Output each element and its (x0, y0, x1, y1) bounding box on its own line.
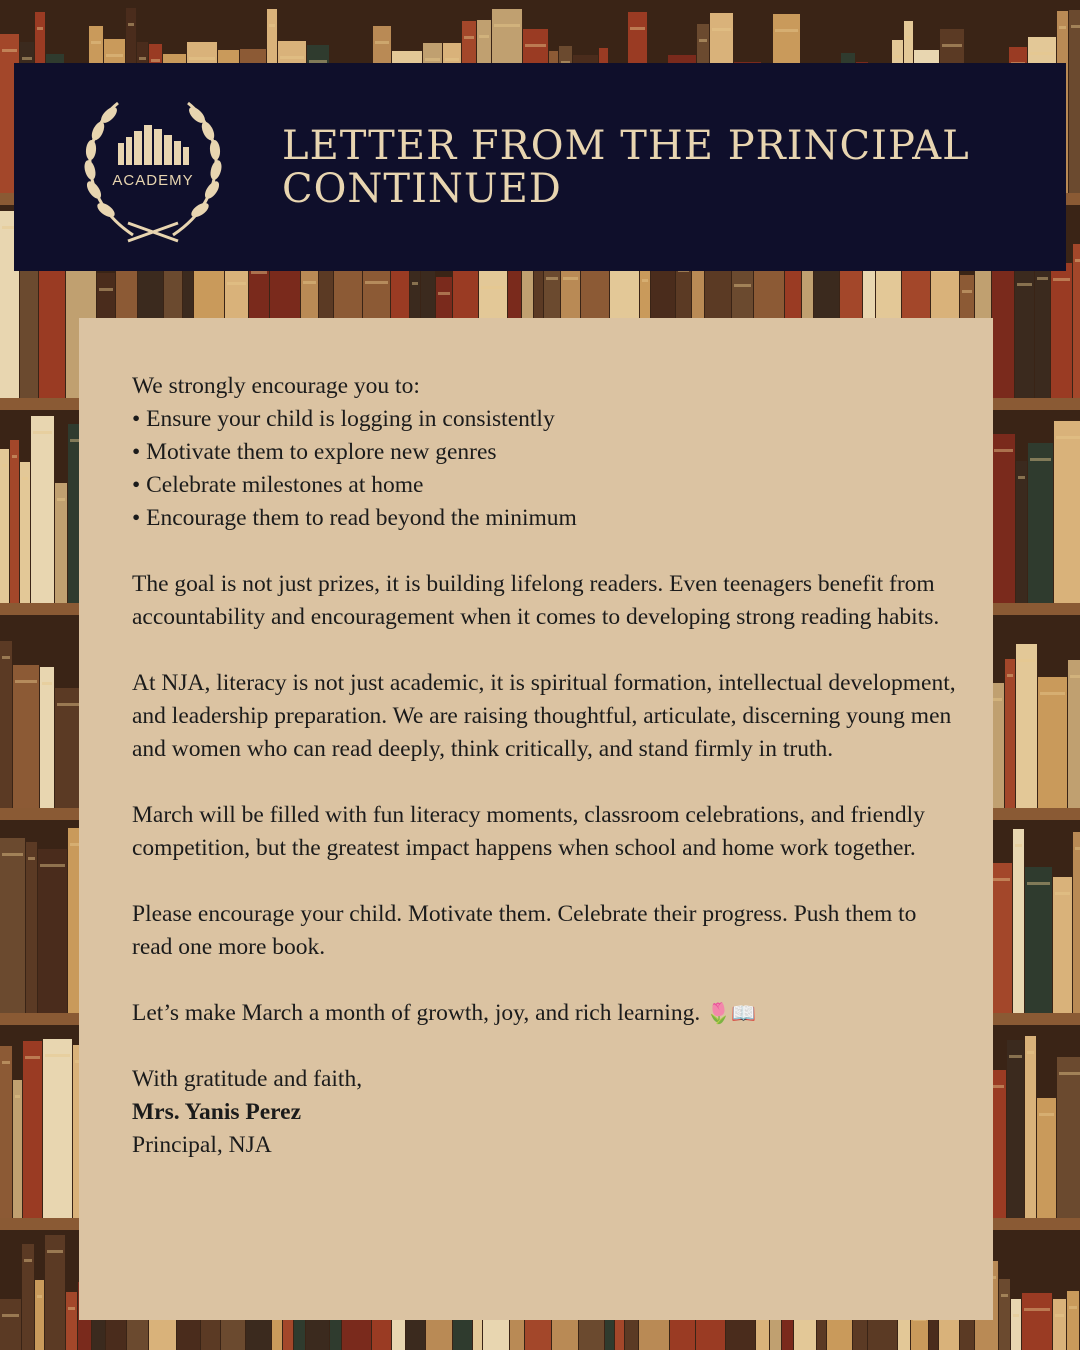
letter-intro: We strongly encourage you to: (132, 373, 420, 399)
tulip-book-icon: 🌷📖 (706, 1001, 756, 1025)
page-header (14, 63, 1066, 271)
paragraph: The goal is not just prizes, it is building lifelong readers. Even teenagers benefit from accountability and encouragement when it comes to developing strong reading habits. (132, 571, 940, 630)
letter-body (132, 370, 962, 1162)
closing-line (132, 997, 962, 1030)
paragraph: Please encourage your child. Motivate them. Celebrate their progress. Push them to read one more book. (132, 901, 917, 960)
paragraph: At NJA, literacy is not just academic, it is spiritual formation, intellectual development, and leadership preparation. We are raising thoughtful, articulate, discerning young men and women who can read deeply, think critically, and stand firmly in truth. (132, 670, 956, 762)
list-item: • Ensure your child is logging in consistently (132, 406, 555, 432)
list-item: • Encourage them to read beyond the minimum (132, 505, 577, 531)
list-item: • Motivate them to explore new genres (132, 439, 497, 465)
list-item: • Celebrate milestones at home (132, 472, 424, 498)
signer-title: Principal, NJA (132, 1132, 272, 1158)
title-line-1: LETTER FROM THE PRINCIPAL (282, 123, 970, 169)
closing-text: Let’s make March a month of growth, joy, and rich learning. (132, 1000, 701, 1026)
signoff: With gratitude and faith, (132, 1066, 363, 1092)
signer-name: Mrs. Yanis Perez (132, 1099, 302, 1125)
letter-paper (79, 318, 993, 1320)
page-title (282, 125, 970, 211)
logo-text: ACADEMY (112, 172, 194, 189)
academy-logo-icon (78, 95, 228, 243)
paragraph: March will be filled with fun literacy moments, classroom celebrations, and friendly competition, but the greatest impact happens when school and home work together. (132, 802, 925, 861)
title-line-2: CONTINUED (282, 166, 562, 212)
